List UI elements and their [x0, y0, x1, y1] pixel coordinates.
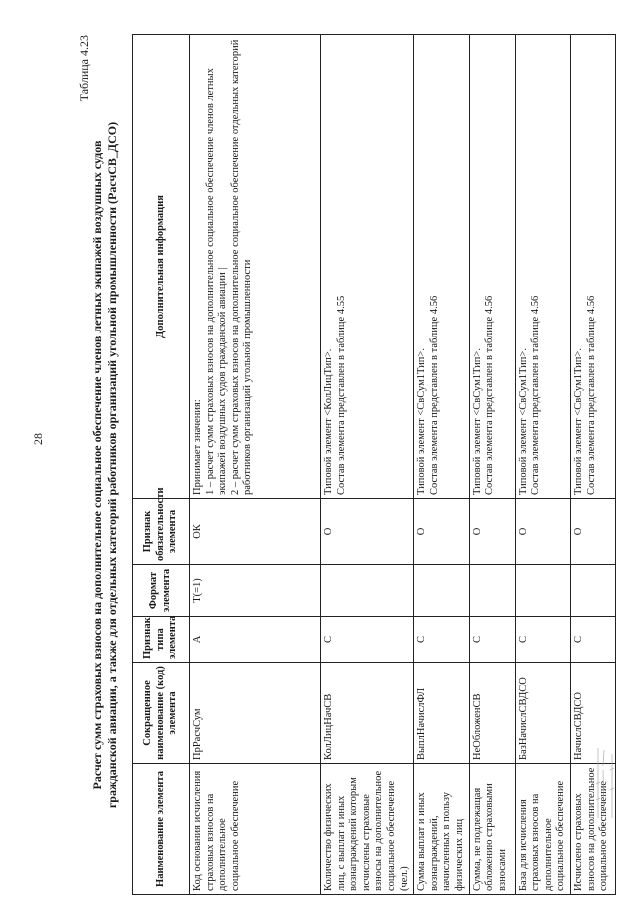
cell-element-name: Количество физических лиц, с выплат и иных вознаграждений которым исчислены страховые взносы на дополнительное социальное обеспечение (чел.): [321, 764, 414, 895]
info-line: 2 – расчет сумм страховых взносов на дополнительное социальное обеспечение отдельных категорий работников организаций угольной промышленности: [229, 39, 254, 495]
cell-element-format: [570, 565, 615, 617]
cell-element-name: Код основания исчисления страховых взносов на дополнительное социальное обеспечение: [190, 764, 321, 895]
element-table: [132, 34, 616, 895]
cell-additional-info: [515, 35, 570, 499]
table-header-row: [133, 35, 190, 895]
column-header-name: Наименование элемента: [133, 764, 190, 895]
table-row: [414, 35, 469, 895]
column-header-format: Формат элемента: [133, 565, 190, 617]
info-line: Типовой элемент <СвСум1Тип>.: [471, 348, 483, 495]
table-title-line: гражданской авиации, а также для отдельных категорий работников организаций угольной промышленности (РасчСВ_ДСО): [104, 121, 119, 809]
cell-additional-info: [321, 35, 414, 499]
cell-element-format: [515, 565, 570, 617]
table-title-line: Расчет сумм страховых взносов на дополнительное социальное обеспечение членов летных экипажей воздушных судов: [90, 140, 104, 790]
cell-element-required: О: [570, 499, 615, 565]
cell-element-format: [469, 565, 515, 617]
info-line: Состав элемента представлен в таблице 4.56: [484, 295, 496, 495]
cell-element-required: О: [321, 499, 414, 565]
cell-element-code: ПрРасчСум: [190, 663, 321, 764]
cell-element-format: [321, 565, 414, 617]
faded-stamp-mark: [590, 740, 624, 820]
document-page: [77, 35, 612, 895]
cell-element-format: [414, 565, 469, 617]
cell-element-type: С: [321, 617, 414, 663]
cell-element-name: Сумма, не подлежащая обложению страховыми взносами: [469, 764, 515, 895]
column-header-code: Сокращенное наименование (код) элемента: [133, 663, 190, 764]
cell-element-required: О: [469, 499, 515, 565]
cell-element-code: НеОбложенСВ: [469, 663, 515, 764]
table-row: [190, 35, 321, 895]
info-line: Состав элемента представлен в таблице 4.56: [530, 295, 542, 495]
cell-additional-info: [570, 35, 615, 499]
column-header-info: Дополнительная информация: [133, 35, 190, 499]
cell-element-code: КолЛицНачСВ: [321, 663, 414, 764]
cell-element-type: С: [469, 617, 515, 663]
table-label: Таблица 4.23: [77, 35, 91, 102]
info-line: Типовой элемент <СвСум1Тип>.: [572, 348, 584, 495]
info-line: Состав элемента представлен в таблице 4.56: [585, 295, 597, 495]
cell-element-type: С: [414, 617, 469, 663]
info-line: Типовой элемент <КолЛицТип>.: [323, 348, 334, 495]
column-header-type: Признак типа элемента: [133, 617, 190, 663]
cell-element-name: Сумма выплат и иных вознаграждений, начисленных в пользу физических лиц: [414, 764, 469, 895]
cell-element-code: НачислСВДСО: [570, 663, 615, 764]
cell-additional-info: [414, 35, 469, 499]
info-line: Принимает значения:: [192, 399, 203, 495]
cell-element-required: ОК: [190, 499, 321, 565]
info-line: Состав элемента представлен в таблице 4.55: [335, 295, 347, 495]
info-line: Типовой элемент <СвСум1Тип>.: [416, 348, 428, 495]
info-line: Состав элемента представлен в таблице 4.56: [428, 295, 440, 495]
cell-element-code: БазНачислСВДСО: [515, 663, 570, 764]
table-row: [469, 35, 515, 895]
cell-element-name: База для исчисления страховых взносов на дополнительное социальное обеспечение: [515, 764, 570, 895]
cell-element-type: С: [515, 617, 570, 663]
info-line: Типовой элемент <СвСум1Тип>.: [517, 348, 529, 495]
cell-element-format: T(=1): [190, 565, 321, 617]
page-number: 28: [30, 433, 45, 445]
table-row: [515, 35, 570, 895]
cell-element-code: ВыплНачислФЛ: [414, 663, 469, 764]
cell-additional-info: [190, 35, 321, 499]
table-title: [90, 35, 119, 895]
cell-element-type: А: [190, 617, 321, 663]
cell-element-name: Исчислено страховых взносов на дополнительное социальное обеспечение: [570, 764, 615, 895]
cell-additional-info: [469, 35, 515, 499]
cell-element-type: С: [570, 617, 615, 663]
cell-element-required: О: [515, 499, 570, 565]
info-line: 1 – расчет сумм страховых взносов на дополнительное социальное обеспечение членов летных экипажей воздушных судов гражданской авиации |: [204, 68, 229, 495]
column-header-required: Признак обязательности элемента: [133, 499, 190, 565]
table-row: [321, 35, 414, 895]
cell-element-required: О: [414, 499, 469, 565]
